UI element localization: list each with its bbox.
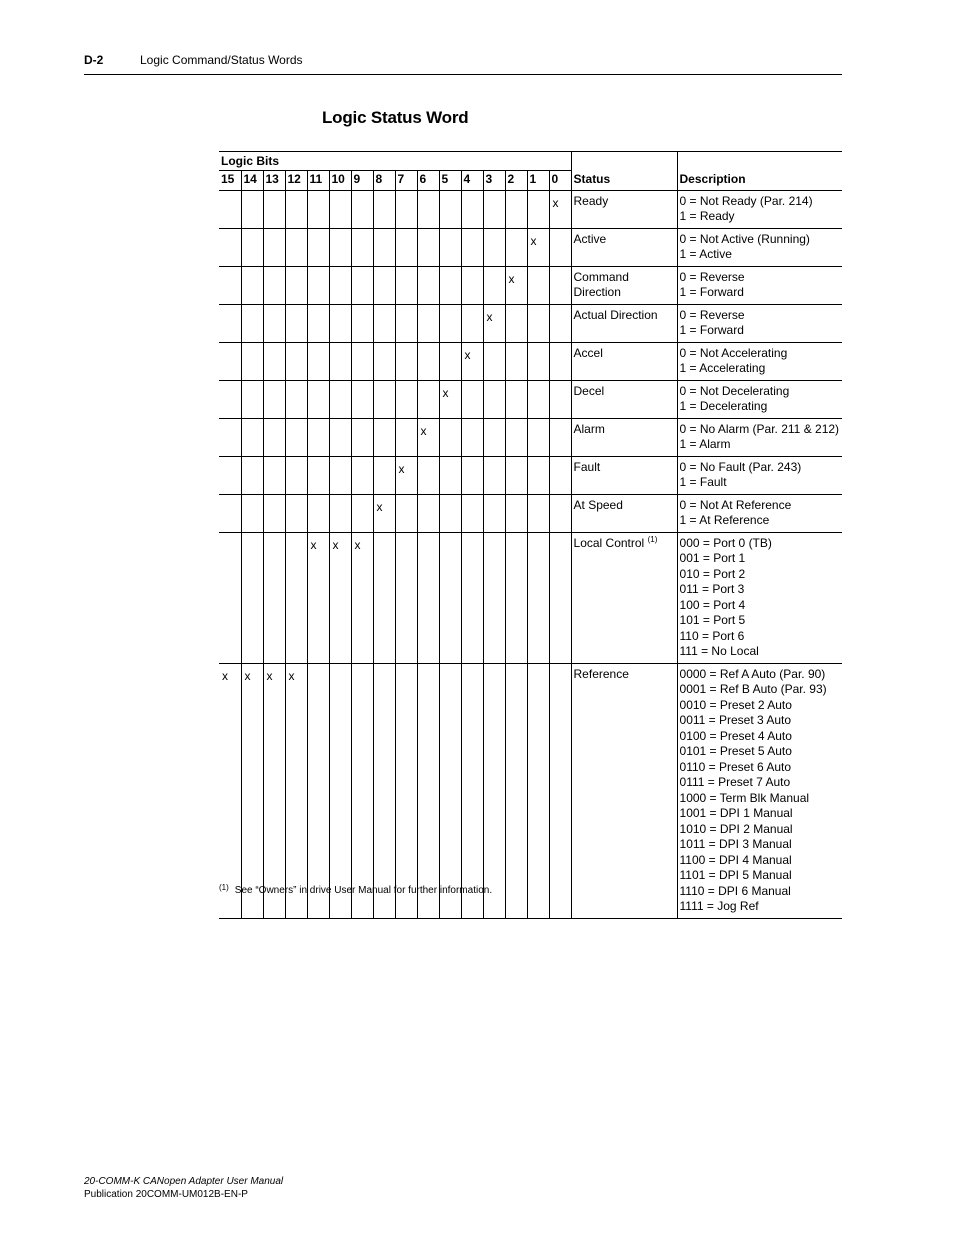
bit-cell-7 [395, 380, 417, 418]
bit-cell-8 [373, 663, 395, 918]
description-line: 1 = Active [679, 247, 732, 261]
bit-cell-12: x [285, 663, 307, 918]
description-cell [677, 663, 842, 918]
bit-cell-13 [263, 304, 285, 342]
status-cell [571, 532, 677, 663]
bit-cell-8 [373, 418, 395, 456]
bit-header-5: 5 [439, 170, 461, 190]
table-row [219, 494, 842, 532]
bit-cell-8 [373, 190, 395, 228]
table-row [219, 342, 842, 380]
status-header-top [571, 152, 677, 171]
description-cell [677, 304, 842, 342]
bit-cell-0: x [549, 190, 571, 228]
description-line: 010 = Port 2 [679, 566, 746, 581]
bit-cell-0 [549, 266, 571, 304]
bit-cell-10 [329, 380, 351, 418]
bit-cell-12 [285, 532, 307, 663]
status-cell [571, 456, 677, 494]
bit-cell-4 [461, 266, 483, 304]
bit-cell-5 [439, 456, 461, 494]
bit-header-10: 10 [329, 170, 351, 190]
status-label: Reference [573, 666, 629, 681]
bit-cell-6 [417, 380, 439, 418]
bit-cell-1 [527, 380, 549, 418]
description-line: 001 = Port 1 [679, 551, 746, 565]
description-line: 011 = Port 3 [679, 582, 745, 596]
bit-cell-15 [219, 418, 241, 456]
status-label: Active [573, 231, 607, 246]
description-line: 1010 = DPI 2 Manual [679, 821, 793, 836]
bit-cell-4 [461, 304, 483, 342]
bit-header-13: 13 [263, 170, 285, 190]
bit-cell-2 [505, 304, 527, 342]
bit-cell-7 [395, 342, 417, 380]
bit-cell-4 [461, 663, 483, 918]
footer-publication: Publication 20COMM-UM012B-EN-P [84, 1189, 248, 1200]
bit-cell-12 [285, 304, 307, 342]
status-cell [571, 494, 677, 532]
bit-cell-13 [263, 190, 285, 228]
bit-cell-14 [241, 304, 263, 342]
status-cell [571, 418, 677, 456]
status-label: Ready [573, 193, 609, 208]
status-label: Command Direction [573, 269, 629, 299]
description-cell [677, 266, 842, 304]
bit-cell-5 [439, 190, 461, 228]
status-cell [571, 266, 677, 304]
bit-cell-10 [329, 456, 351, 494]
bit-cell-7 [395, 266, 417, 304]
bit-cell-7 [395, 190, 417, 228]
bit-cell-14 [241, 456, 263, 494]
bit-header-15: 15 [219, 170, 241, 190]
bit-cell-8 [373, 380, 395, 418]
description-line: 1 = Forward [679, 323, 744, 337]
description-line: 0 = Not Ready (Par. 214) [679, 193, 813, 208]
bit-cell-9: x [351, 532, 373, 663]
bit-cell-12 [285, 342, 307, 380]
table-row [219, 266, 842, 304]
bit-cell-14 [241, 418, 263, 456]
bit-cell-8: x [373, 494, 395, 532]
bit-cell-4 [461, 532, 483, 663]
description-cell [677, 532, 842, 663]
bit-header-11: 11 [307, 170, 329, 190]
bit-cell-15 [219, 494, 241, 532]
bit-cell-5 [439, 304, 461, 342]
bit-cell-15 [219, 532, 241, 663]
bit-cell-0 [549, 663, 571, 918]
bit-cell-1 [527, 418, 549, 456]
bit-cell-6: x [417, 418, 439, 456]
table-row [219, 456, 842, 494]
description-line: 0111 = Preset 7 Auto [679, 775, 791, 789]
bit-cell-7 [395, 494, 417, 532]
bit-header-3: 3 [483, 170, 505, 190]
status-label: Alarm [573, 421, 605, 436]
status-cell [571, 663, 677, 918]
bit-cell-3 [483, 266, 505, 304]
section-title: Logic Command/Status Words [140, 53, 303, 67]
bit-cell-0 [549, 228, 571, 266]
bit-cell-14 [241, 380, 263, 418]
bit-cell-14 [241, 494, 263, 532]
header-divider [84, 74, 842, 75]
logic-status-table [219, 151, 842, 919]
bit-cell-6 [417, 532, 439, 663]
description-line: 1110 = DPI 6 Manual [679, 883, 791, 898]
description-line: 0 = Reverse [679, 269, 745, 284]
bit-cell-13 [263, 342, 285, 380]
bit-cell-7 [395, 304, 417, 342]
description-column-header: Description [677, 170, 842, 190]
description-line: 000 = Port 0 (TB) [679, 535, 772, 550]
table-row [219, 304, 842, 342]
bit-cell-5 [439, 342, 461, 380]
bit-cell-7 [395, 532, 417, 663]
bit-cell-9 [351, 304, 373, 342]
bit-cell-12 [285, 228, 307, 266]
bit-cell-1 [527, 266, 549, 304]
bit-header-9: 9 [351, 170, 373, 190]
logic-bits-header: Logic Bits [219, 152, 571, 171]
bit-cell-5: x [439, 380, 461, 418]
bit-cell-11 [307, 380, 329, 418]
description-line: 1000 = Term Blk Manual [679, 790, 810, 805]
bit-cell-15 [219, 456, 241, 494]
bit-cell-9 [351, 494, 373, 532]
bit-cell-4 [461, 418, 483, 456]
description-line: 1 = At Reference [679, 513, 770, 527]
bit-cell-3 [483, 418, 505, 456]
description-line: 0010 = Preset 2 Auto [679, 697, 792, 712]
bit-cell-10 [329, 494, 351, 532]
bit-cell-0 [549, 532, 571, 663]
description-line: 0 = Not Accelerating [679, 345, 788, 360]
bit-cell-0 [549, 494, 571, 532]
description-line: 0101 = Preset 5 Auto [679, 744, 792, 758]
footnote-text: See “Owners” in drive User Manual for further information. [234, 885, 493, 896]
page-title: Logic Status Word [322, 108, 469, 127]
bit-cell-2 [505, 190, 527, 228]
description-line: 0100 = Preset 4 Auto [679, 728, 792, 743]
bit-cell-8 [373, 304, 395, 342]
bit-cell-6 [417, 663, 439, 918]
bit-cell-9 [351, 418, 373, 456]
bit-cell-2 [505, 532, 527, 663]
description-cell [677, 380, 842, 418]
bit-cell-13 [263, 228, 285, 266]
bit-cell-6 [417, 190, 439, 228]
description-line: 0110 = Preset 6 Auto [679, 759, 792, 774]
status-label: Fault [573, 459, 601, 474]
bit-cell-11 [307, 456, 329, 494]
bit-cell-10 [329, 663, 351, 918]
bit-cell-1 [527, 663, 549, 918]
description-line: 1 = Accelerating [679, 361, 766, 375]
bit-cell-12 [285, 456, 307, 494]
table-row [219, 190, 842, 228]
bit-cell-5 [439, 266, 461, 304]
page-footer [84, 1175, 283, 1201]
description-line: 0 = No Fault (Par. 243) [679, 459, 802, 474]
bit-cell-7 [395, 228, 417, 266]
description-header-top [677, 152, 842, 171]
bit-header-2: 2 [505, 170, 527, 190]
bit-cell-15 [219, 228, 241, 266]
bit-cell-10 [329, 418, 351, 456]
bit-cell-4 [461, 456, 483, 494]
bit-cell-7 [395, 663, 417, 918]
bit-cell-0 [549, 380, 571, 418]
bit-cell-1 [527, 304, 549, 342]
bit-cell-9 [351, 228, 373, 266]
footnote-mark: (1) [219, 883, 229, 892]
bit-cell-14 [241, 532, 263, 663]
bit-cell-3: x [483, 304, 505, 342]
bit-cell-15 [219, 266, 241, 304]
bit-cell-12 [285, 266, 307, 304]
description-line: 0 = Not Decelerating [679, 383, 790, 398]
bit-cell-8 [373, 266, 395, 304]
bit-cell-1 [527, 190, 549, 228]
bit-cell-3 [483, 663, 505, 918]
bit-cell-9 [351, 456, 373, 494]
bit-cell-15 [219, 342, 241, 380]
bit-cell-5 [439, 532, 461, 663]
status-cell [571, 380, 677, 418]
bit-cell-13 [263, 456, 285, 494]
bit-cell-5 [439, 228, 461, 266]
status-label: Actual Direction [573, 307, 658, 322]
bit-cell-14 [241, 190, 263, 228]
description-line: 111 = No Local [679, 644, 759, 658]
bit-cell-10 [329, 266, 351, 304]
description-cell [677, 456, 842, 494]
bit-cell-11 [307, 304, 329, 342]
description-line: 1 = Ready [679, 209, 735, 223]
bit-cell-2: x [505, 266, 527, 304]
status-cell [571, 342, 677, 380]
bit-cell-1: x [527, 228, 549, 266]
description-line: 1111 = Jog Ref [679, 899, 759, 913]
bit-header-4: 4 [461, 170, 483, 190]
bit-cell-5 [439, 418, 461, 456]
bit-cell-4 [461, 228, 483, 266]
footer-manual-title: 20-COMM-K CANopen Adapter User Manual [84, 1176, 284, 1187]
bit-cell-2 [505, 342, 527, 380]
status-label: Decel [573, 383, 605, 398]
bit-header-6: 6 [417, 170, 439, 190]
bit-cell-7: x [395, 456, 417, 494]
bit-cell-2 [505, 228, 527, 266]
bit-cell-8 [373, 228, 395, 266]
table-row [219, 532, 842, 663]
bit-cell-10 [329, 228, 351, 266]
description-line: 1 = Forward [679, 285, 744, 299]
status-column-header: Status [571, 170, 677, 190]
bit-cell-10 [329, 190, 351, 228]
description-cell [677, 228, 842, 266]
status-cell [571, 228, 677, 266]
bit-cell-11 [307, 663, 329, 918]
bit-cell-14 [241, 342, 263, 380]
bit-cell-8 [373, 532, 395, 663]
bit-cell-3 [483, 494, 505, 532]
bit-cell-3 [483, 190, 505, 228]
description-line: 1100 = DPI 4 Manual [679, 852, 792, 867]
bit-cell-12 [285, 190, 307, 228]
description-line: 1 = Alarm [679, 437, 731, 451]
bit-cell-6 [417, 266, 439, 304]
status-label: Accel [573, 345, 603, 360]
bit-cell-0 [549, 342, 571, 380]
description-line: 0 = Not Active (Running) [679, 231, 810, 246]
description-line: 101 = Port 5 [679, 613, 746, 627]
bit-cell-13 [263, 266, 285, 304]
bit-cell-12 [285, 494, 307, 532]
table-row [219, 228, 842, 266]
status-label: At Speed [573, 497, 623, 512]
bit-cell-8 [373, 342, 395, 380]
bit-cell-1 [527, 532, 549, 663]
bit-cell-11 [307, 228, 329, 266]
bit-cell-3 [483, 380, 505, 418]
bit-cell-11 [307, 494, 329, 532]
bit-cell-4: x [461, 342, 483, 380]
table-row [219, 418, 842, 456]
description-line: 1101 = DPI 5 Manual [679, 868, 792, 882]
bit-cell-12 [285, 418, 307, 456]
description-line: 1 = Fault [679, 475, 727, 489]
bit-cell-0 [549, 418, 571, 456]
bit-cell-11 [307, 190, 329, 228]
description-cell [677, 418, 842, 456]
bit-cell-11 [307, 418, 329, 456]
bit-cell-13 [263, 494, 285, 532]
bit-cell-2 [505, 418, 527, 456]
bit-cell-3 [483, 532, 505, 663]
table-group-header-row [219, 152, 842, 171]
bit-cell-5 [439, 494, 461, 532]
bit-cell-15 [219, 190, 241, 228]
footnote-reference: (1) [647, 534, 658, 544]
bit-header-8: 8 [373, 170, 395, 190]
bit-cell-10: x [329, 532, 351, 663]
bit-cell-5 [439, 663, 461, 918]
bit-cell-6 [417, 342, 439, 380]
bit-cell-10 [329, 342, 351, 380]
description-line: 100 = Port 4 [679, 597, 746, 612]
description-line: 0011 = Preset 3 Auto [679, 713, 792, 727]
bit-cell-4 [461, 380, 483, 418]
bit-cell-2 [505, 380, 527, 418]
bit-cell-0 [549, 304, 571, 342]
bit-header-14: 14 [241, 170, 263, 190]
table-body [219, 190, 842, 918]
bit-cell-9 [351, 380, 373, 418]
description-line: 1001 = DPI 1 Manual [679, 806, 793, 820]
table-row [219, 380, 842, 418]
bit-cell-2 [505, 456, 527, 494]
bit-cell-11: x [307, 532, 329, 663]
bit-header-1: 1 [527, 170, 549, 190]
bit-cell-9 [351, 266, 373, 304]
bit-cell-1 [527, 342, 549, 380]
description-line: 1011 = DPI 3 Manual [679, 837, 792, 851]
bit-cell-0 [549, 456, 571, 494]
bit-header-7: 7 [395, 170, 417, 190]
bit-cell-13 [263, 380, 285, 418]
bit-header-0: 0 [549, 170, 571, 190]
table-row [219, 663, 842, 918]
bit-cell-14 [241, 228, 263, 266]
bit-cell-13 [263, 532, 285, 663]
bit-cell-15: x [219, 663, 241, 918]
bit-cell-15 [219, 304, 241, 342]
bit-cell-9 [351, 663, 373, 918]
description-line: 1 = Decelerating [679, 399, 768, 413]
bit-cell-2 [505, 663, 527, 918]
bit-cell-10 [329, 304, 351, 342]
bit-cell-3 [483, 342, 505, 380]
bit-cell-9 [351, 342, 373, 380]
bit-cell-1 [527, 456, 549, 494]
bit-cell-8 [373, 456, 395, 494]
table-column-header-row [219, 170, 842, 190]
description-cell [677, 190, 842, 228]
status-cell [571, 304, 677, 342]
bit-cell-12 [285, 380, 307, 418]
bit-cell-2 [505, 494, 527, 532]
bit-cell-11 [307, 266, 329, 304]
bit-cell-6 [417, 456, 439, 494]
description-line: 0 = Not At Reference [679, 497, 792, 512]
description-line: 0 = No Alarm (Par. 211 & 212) [679, 421, 840, 436]
bit-cell-3 [483, 228, 505, 266]
bit-cell-4 [461, 494, 483, 532]
bit-cell-1 [527, 494, 549, 532]
bit-cell-13: x [263, 663, 285, 918]
bit-cell-6 [417, 304, 439, 342]
page-number: D-2 [84, 53, 104, 67]
description-cell [677, 494, 842, 532]
bit-cell-11 [307, 342, 329, 380]
bit-cell-14 [241, 266, 263, 304]
bit-cell-9 [351, 190, 373, 228]
bit-cell-7 [395, 418, 417, 456]
status-label: Local Control [573, 535, 645, 550]
description-line: 0000 = Ref A Auto (Par. 90) [679, 666, 826, 681]
footnote [219, 885, 492, 896]
bit-cell-14: x [241, 663, 263, 918]
status-cell [571, 190, 677, 228]
bit-cell-4 [461, 190, 483, 228]
bit-cell-13 [263, 418, 285, 456]
description-line: 0 = Reverse [679, 307, 745, 322]
bit-cell-15 [219, 380, 241, 418]
bit-cell-6 [417, 494, 439, 532]
description-line: 110 = Port 6 [679, 628, 745, 643]
bit-cell-3 [483, 456, 505, 494]
bit-cell-6 [417, 228, 439, 266]
description-cell [677, 342, 842, 380]
bit-header-12: 12 [285, 170, 307, 190]
description-line: 0001 = Ref B Auto (Par. 93) [679, 682, 827, 696]
